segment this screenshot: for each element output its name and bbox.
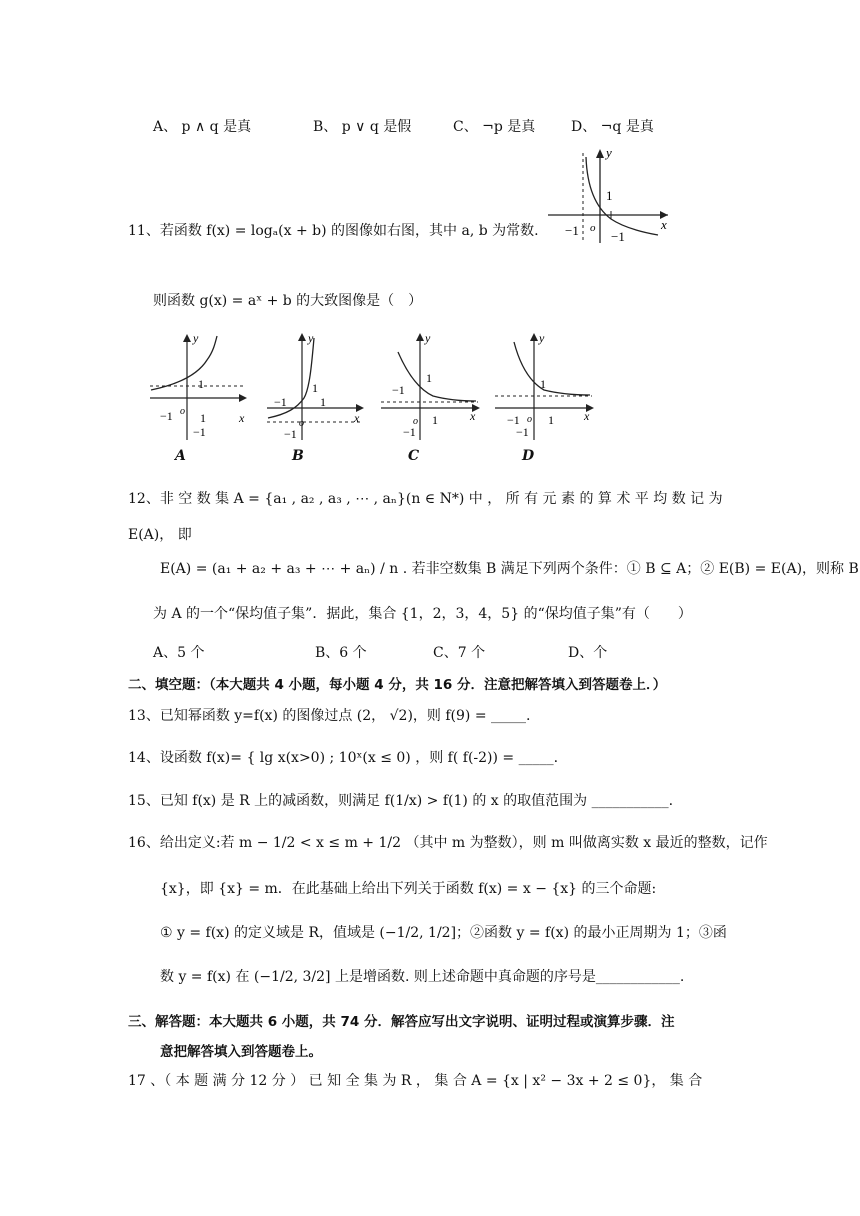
svg-text:o: o [180,406,185,417]
q16-line3: ① y = f(x) 的定义域是 R，值域是 (−1/2, 1/2]；②函数 y = f(x) 的最小正周期为 1；③函 [160,925,727,941]
q10-options [153,116,654,136]
q12-line2: E(A)， 即 [128,527,192,543]
graph-c [378,330,488,445]
svg-text:1: 1 [606,188,613,203]
svg-text:o: o [299,418,304,429]
q16-line2: {x}，即 {x} = m．在此基础上给出下列关于函数 f(x) = x − {x} 的三个命题: [160,881,657,897]
svg-text:−1: −1 [516,425,529,439]
svg-text:x: x [239,411,245,425]
q10-option-b: B、 p ∨ q 是假 [313,119,412,135]
graph-d [492,330,602,445]
q17-text: 17 、（ 本 题 满 分 12 分 ） 已 知 全 集 为 R ， 集 合 A = {x | x² − 3x + 2 ≤ 0}， 集 合 [128,1073,703,1089]
graph-a [145,330,255,445]
section3-line2: 意把解答填入到答题卷上。 [160,1044,322,1060]
svg-text:y: y [425,331,431,345]
svg-text:−1: −1 [284,427,297,441]
graph-d-label: D [522,448,535,464]
svg-text:o: o [527,414,532,425]
svg-text:y: y [193,331,199,345]
svg-text:1: 1 [548,413,554,427]
svg-text:−1: −1 [565,223,579,238]
y-axis-arrow [596,149,604,158]
q12-option-c: C、7 个 [433,645,486,661]
q12-line1: 12、非 空 数 集 A = {a₁ , a₂ , a₃ , ⋯ , aₙ}(n ∈ N*) 中 ， 所 有 元 素 的 算 术 平 均 数 记 为 [128,491,723,507]
q12-option-d: D、个 [568,645,608,661]
q15-text: 15、已知 f(x) 是 R 上的减函数，则满足 f(1/x) > f(1) 的 x 的取值范围为 ___________. [128,793,674,809]
svg-text:x: x [470,409,476,423]
svg-text:x: x [354,411,360,425]
graph-b-label: B [292,448,304,464]
svg-text:−1: −1 [392,383,405,397]
section3-line1: 三、解答题：本大题共 6 小题，共 74 分．解答应写出文字说明、证明过程或演算步骤．注 [128,1014,675,1030]
q10-option-c: C、 ¬p 是真 [453,119,536,135]
svg-text:o: o [413,416,418,427]
q12-option-b: B、6 个 [315,645,367,661]
svg-text:−1: −1 [611,229,625,244]
q16-line4: 数 y = f(x) 在 (−1/2, 3/2] 上是增函数. 则上述命题中真命题的序号是____________. [160,969,685,985]
svg-text:1: 1 [320,395,326,409]
log-curve [586,157,658,235]
q10-option-d: D、 ¬q 是真 [571,119,654,135]
svg-text:y: y [606,145,612,160]
q12-option-a: A、5 个 [153,645,205,661]
svg-text:y: y [308,331,314,345]
svg-text:−1: −1 [193,425,206,439]
q12-line3: E(A) = (a₁ + a₂ + a₃ + ⋯ + aₙ) / n . 若非空数集 B 满足下列两个条件：① B ⊆ A；② E(B) = E(A)，则称 B [160,561,859,577]
svg-text:1: 1 [198,377,204,391]
section2-title: 二、填空题：（本大题共 4 小题，每小题 4 分，共 16 分．注意把解答填入到答题卷上．） [128,677,667,693]
graph-b [262,330,372,445]
q11-reference-graph [543,145,678,245]
svg-text:x: x [584,409,590,423]
svg-text:y: y [539,331,545,345]
svg-text:1: 1 [540,377,546,391]
svg-text:x: x [661,217,667,232]
q12-options [153,642,607,662]
q16-line1: 16、给出定义:若 m − 1/2 < x ≤ m + 1/2 （其中 m 为整数），则 m 叫做离实数 x 最近的整数，记作 [128,835,768,851]
svg-text:1: 1 [426,371,432,385]
graph-a-label: A [175,448,186,464]
svg-text:−1: −1 [274,395,287,409]
q11-line1: 11、若函数 f(x) = logₐ(x + b) 的图像如右图，其中 a, b 为常数. [128,223,539,239]
svg-text:1: 1 [312,381,318,395]
svg-text:−1: −1 [160,409,173,423]
q14-text: 14、设函数 f(x)= { lg x(x>0) ; 10ˣ(x ≤ 0) ，则 f( f(-2)) = _____. [128,750,559,766]
q12-line4: 为 A 的一个“保均值子集”．据此，集合 {1，2，3，4，5} 的“保均值子集”有（ ） [153,606,692,622]
q11-line2: 则函数 g(x) = aˣ + b 的大致图像是（ ） [153,293,423,309]
graph-c-label: C [408,448,420,464]
svg-text:1: 1 [200,411,206,425]
q10-option-a: A、 p ∧ q 是真 [153,119,252,135]
svg-text:1: 1 [432,413,438,427]
q13-text: 13、已知幂函数 y=f(x) 的图像过点 (2， √2)，则 f(9) = _____. [128,708,531,724]
svg-text:−1: −1 [507,413,520,427]
svg-text:−1: −1 [403,425,416,439]
svg-text:o: o [590,222,596,234]
